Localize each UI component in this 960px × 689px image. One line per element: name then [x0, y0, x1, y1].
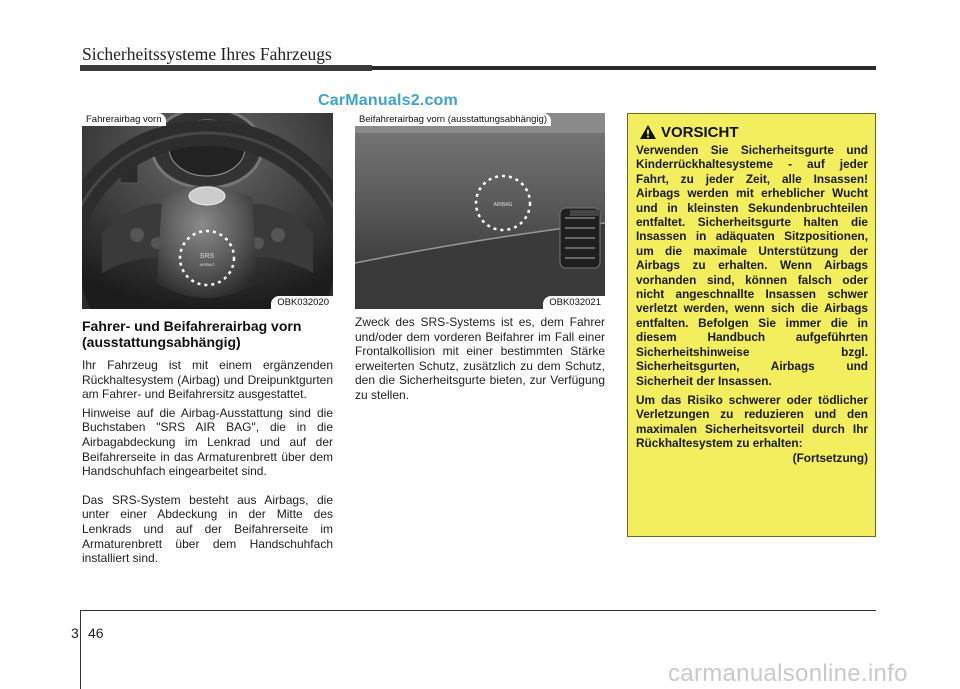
- footer-divider: [80, 610, 81, 689]
- paragraph: Das SRS-System besteht aus Airbags, die unter einer Abdeckung in der Mitte des Lenkrads und auf der Beifahrerseite im Armaturenbrett über dem Handschuhfach installiert sind.: [82, 492, 333, 566]
- caution-paragraph: Verwenden Sie Sicherheitsgurte und Kinderrückhaltesysteme - auf jeder Fahrt, zu jeder Zeit, alle Insassen! Airbags werden mit erheblicher Wucht und in kleinsten Sekundenbruchteilen entfaltet. Sicherheitsgurte halten die Insassen in adäquaten Sitzpositionen, um die maximale Unterstützung der Airbags zu erhalten. Wenn Airbags vorhanden sind, können falsch oder nicht angeschnallte Insassen schwer verletzt werden, wenn sich die Airbags entfalten. Befolgen Sie immer die in diesem Handbuch aufgeführten Sicherheitshinweise bzgl. Sicherheitsgurten, Airbags und Sicherheit der Insassen.: [636, 143, 868, 388]
- caution-body: [636, 143, 868, 465]
- middle-column: [355, 315, 605, 403]
- section-heading: Fahrer- und Beifahrerairbag vorn (ausstattungsabhängig): [82, 318, 302, 350]
- footer-watermark: carmanualsonline.info: [668, 660, 908, 687]
- srs-label: SRS: [199, 253, 215, 260]
- page-number: 46: [88, 625, 104, 641]
- figure-passenger-airbag: [355, 113, 605, 309]
- svg-text:AIRBAG: AIRBAG: [199, 262, 215, 267]
- watermark-text: CarManuals2.com: [318, 92, 458, 109]
- figure-driver-airbag: [82, 113, 333, 309]
- caution-paragraph: Um das Risiko schwerer oder tödlicher Verletzungen zu reduzieren und den maximalen Sicherheitsvorteil durch Ihr Rückhaltesystem zu erhalten:: [636, 392, 868, 451]
- chapter-number: 3: [71, 625, 79, 641]
- paragraph: Hinweise auf die Airbag-Ausstattung sind die Buchstaben "SRS AIR BAG", die in die Airbagabdeckung im Lenkrad und auf der Beifahrerseite in das Armaturenbrett über dem Handschuhfach eingearbeitet sind.: [82, 405, 333, 479]
- footer-rule: [80, 610, 876, 611]
- steering-wheel-illustration: [82, 113, 333, 309]
- figure-caption: Fahrerairbag vorn: [82, 113, 166, 126]
- figure-code: OBK032021: [543, 296, 605, 309]
- header-rule-accent: [80, 65, 372, 71]
- warning-triangle-icon: [639, 124, 657, 140]
- left-column: [82, 318, 333, 566]
- airbag-label: AIRBAG: [493, 202, 513, 208]
- figure-code: OBK032020: [271, 296, 333, 309]
- caution-continued: (Fortsetzung): [792, 450, 868, 465]
- dashboard-illustration: [355, 113, 605, 309]
- figure-caption: Beifahrerairbag vorn (ausstattungsabhängig): [355, 113, 551, 126]
- page-header-title: Sicherheitssysteme Ihres Fahrzeugs: [82, 44, 332, 64]
- paragraph: Zweck des SRS-Systems ist es, dem Fahrer und/oder dem vorderen Beifahrer im Fall einer Frontalkollision mit einer bestimmten Stärke erweiterten Schutz, zusätzlich zu dem Schutz, den die Sicherheitsgurte bieten, zur Verfügung zu stellen.: [355, 315, 605, 402]
- caution-title: VORSICHT: [661, 124, 739, 141]
- paragraph: Ihr Fahrzeug ist mit einem ergänzenden Rückhaltesystem (Airbag) und Dreipunktgurten am Fahrer- und Beifahrersitz ausgestattet.: [82, 358, 333, 402]
